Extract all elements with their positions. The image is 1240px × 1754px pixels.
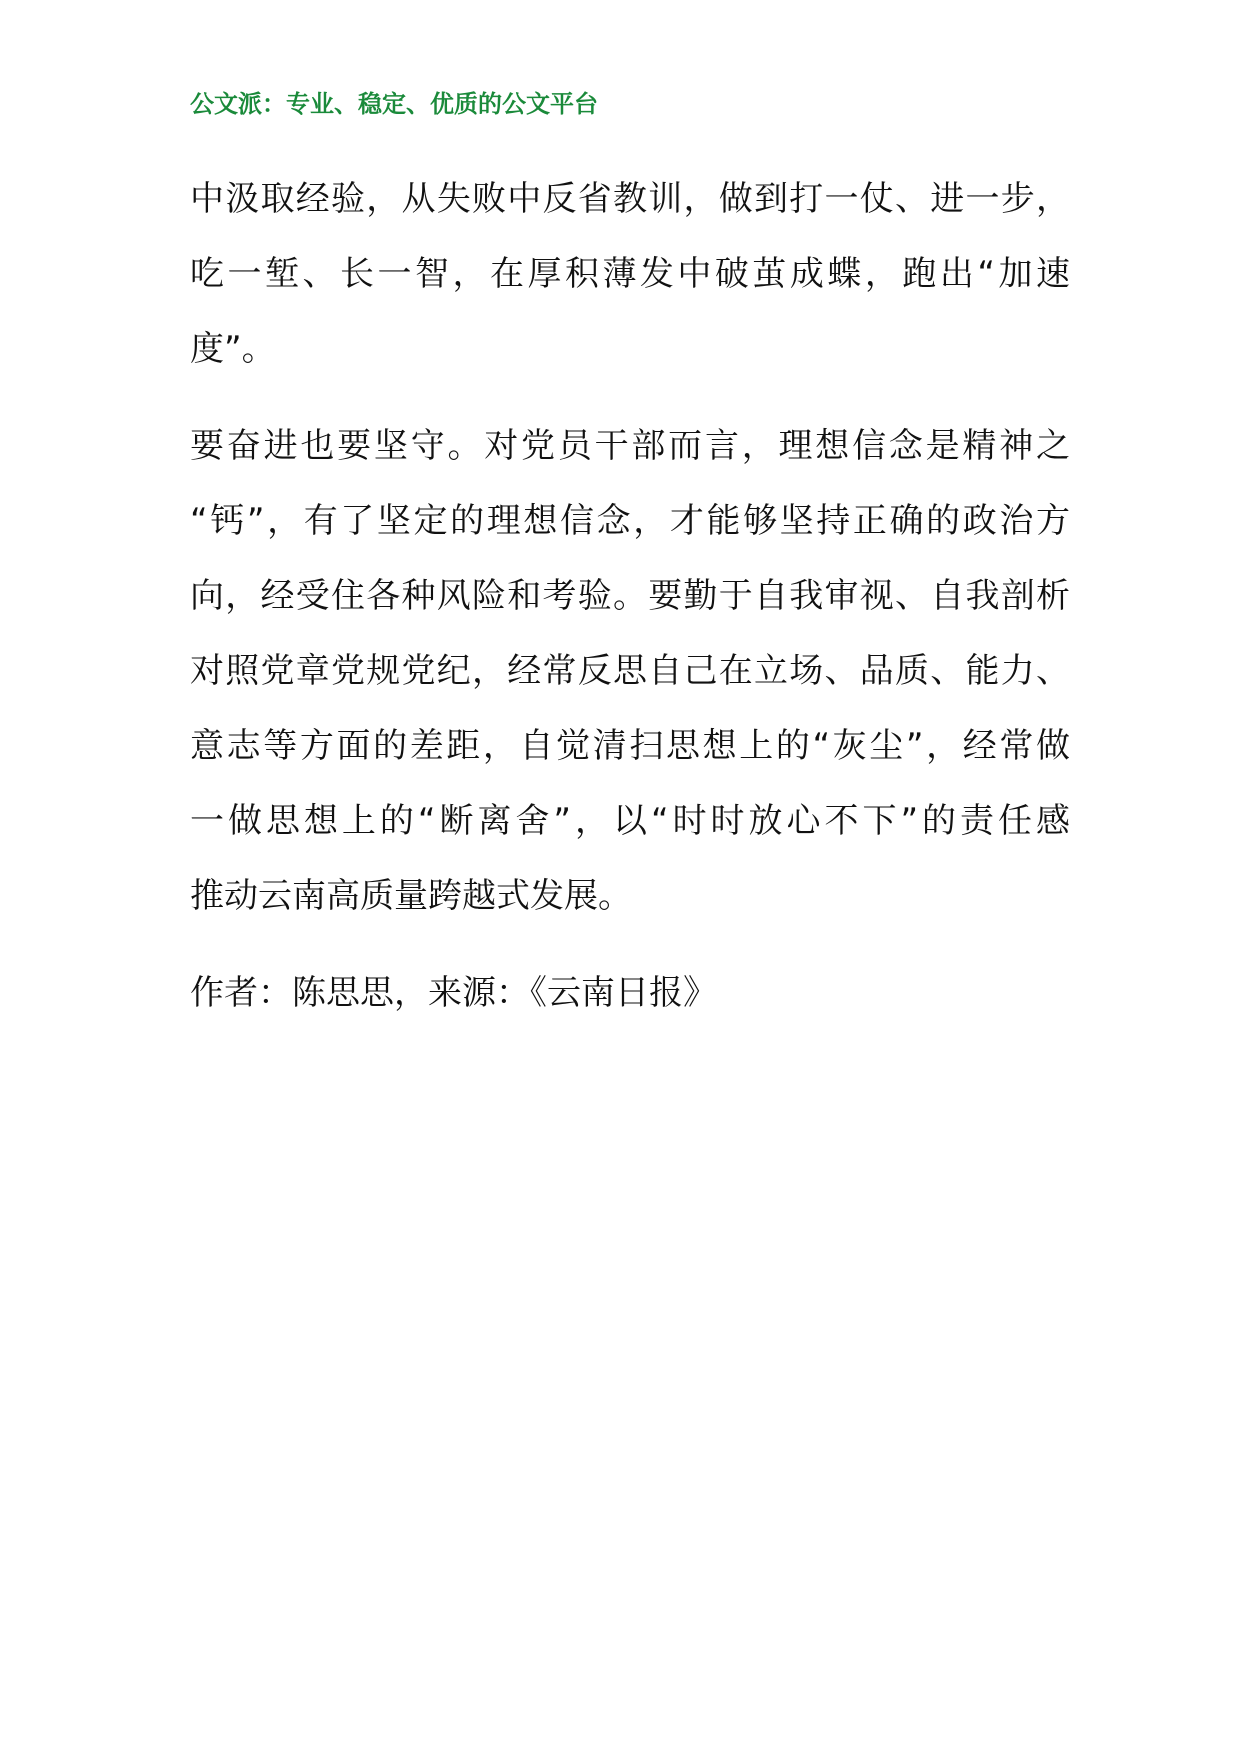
author-source-line: 作者：陈思思，来源：《云南日报》	[190, 973, 717, 1013]
text-line: 要奋进也要坚守。对党员干部而言，理想信念是精神之	[190, 426, 1070, 466]
page-header: 公文派：专业、稳定、优质的公文平台	[190, 89, 598, 118]
text-line: 中汲取经验，从失败中反省教训，做到打一仗、进一步，	[190, 179, 1070, 219]
paragraph-2	[190, 415, 1070, 940]
text-line: 意志等方面的差距，自觉清扫思想上的“灰尘”，经常做	[190, 726, 1070, 766]
text-line: 一做思想上的“断离舍”，以“时时放心不下”的责任感	[190, 801, 1070, 841]
text-line: 向，经受住各种风险和考验。要勤于自我审视、自我剖析	[190, 576, 1070, 616]
text-line: 推动云南高质量跨越式发展。	[190, 876, 632, 916]
text-line: “钙”，有了坚定的理想信念，才能够坚持正确的政治方	[190, 501, 1070, 541]
text-line: 对照党章党规党纪，经常反思自己在立场、品质、能力、	[190, 651, 1070, 691]
paragraph-1	[190, 168, 1070, 393]
text-line: 度”。	[190, 329, 276, 369]
text-line: 吃一堑、长一智，在厚积薄发中破茧成蝶，跑出“加速	[190, 254, 1070, 294]
document-body	[190, 168, 1070, 1024]
